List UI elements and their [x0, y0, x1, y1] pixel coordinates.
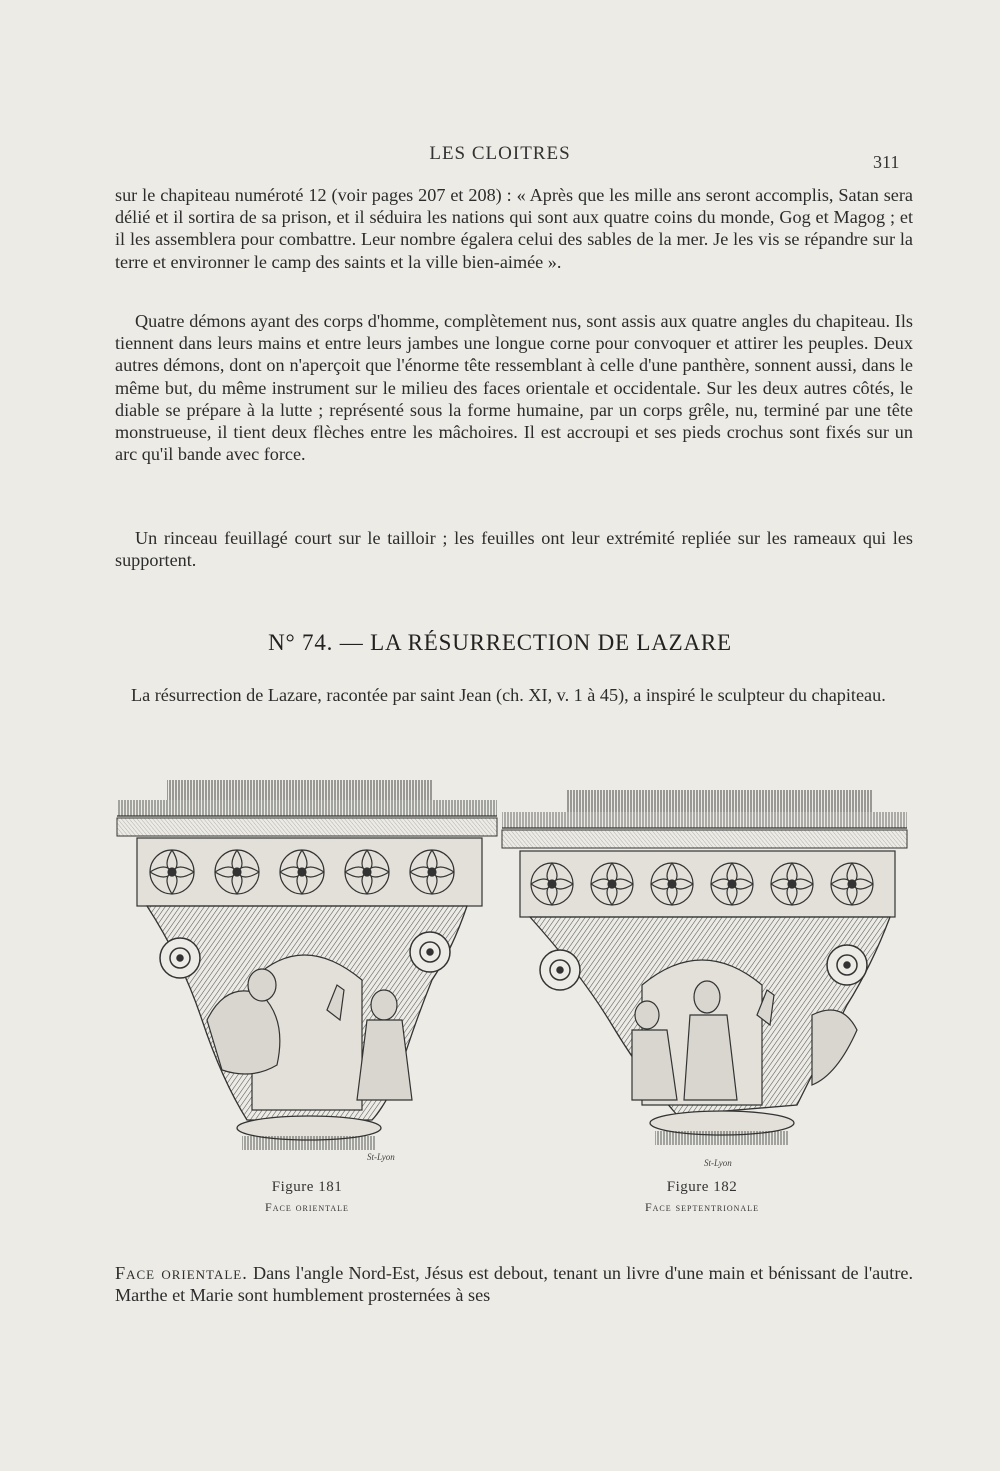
capital-engraving-east-face — [112, 780, 502, 1165]
paragraph-4 — [115, 684, 913, 706]
engraver-signature: St-Lyon — [704, 1158, 732, 1168]
capital-engraving-north-face — [492, 785, 912, 1165]
paragraph-5-text — [115, 1262, 913, 1306]
paragraph-1 — [115, 184, 913, 273]
paragraph-5-lead: Face orientale. — [115, 1263, 248, 1283]
paragraph-3 — [115, 527, 913, 571]
engraver-signature: St-Lyon — [367, 1152, 395, 1162]
paragraph-2-text: Quatre démons ayant des corps d'homme, complètement nus, sont assis aux quatre angles du chapiteau. Ils tiennent dans leurs mains et entre leurs jambes une longue corne pour convoquer et attirer les peuples. Deux autres démons, dont on n'aperçoit que l'énorme tête ressemblant à celle d'une panthère, sonnent aussi, dans le même but, du même instrument sur le milieu des faces orientale et occidentale. Sur les deux autres côtés, le diable se prépare à la lutte ; représenté sous la forme humaine, par un corps grêle, nu, terminé par une tête monstrueuse, il tient deux flèches entre les mâchoires. Il est accroupi et ses pieds crochus sont fixés sur un arc qu'il bande avec force. — [115, 311, 913, 465]
running-title: LES CLOITRES — [429, 143, 571, 164]
paragraph-4-text: La résurrection de Lazare, racontée par saint Jean (ch. XI, v. 1 à 45), a inspiré le sculpteur du chapiteau. — [131, 685, 886, 705]
figure-subcaption: Face septentrionale — [644, 1200, 759, 1214]
paragraph-5-body: Dans l'angle Nord-Est, Jésus est debout, tenant un livre d'une main et bénissant de l'autre. Marthe et Marie sont humblement prosternées à ses — [115, 1263, 913, 1306]
paragraph-2 — [115, 310, 913, 465]
paragraph-5 — [115, 1262, 913, 1306]
figure-caption: Figure 182 — [666, 1179, 738, 1195]
paragraph-3-text: Un rinceau feuillagé court sur le tailloir ; les feuilles ont leur extrémité repliée sur les rameaux qui les supportent. — [115, 528, 913, 571]
figure-caption: Figure 181 — [271, 1179, 343, 1195]
paragraph-1-text: sur le chapiteau numéroté 12 (voir pages 207 et 208) : « Après que les mille ans seront accomplis, Satan sera délié et il sortira de sa prison, et il séduira les nations qui sont aux quatre coins du monde, Gog et Magog ; et il les assemblera pour combattre. Leur nombre égalera celui des sables de la mer. Je les vis se répandre sur la terre et environner le camp des saints et la ville bien-aimée ». — [115, 185, 913, 272]
figure-182 — [492, 785, 912, 1215]
page-number: 311 — [873, 152, 900, 172]
section-title: N° 74. — LA RÉSURRECTION DE LAZARE — [268, 630, 732, 655]
figure-subcaption: Face orientale — [265, 1200, 349, 1214]
figure-181 — [112, 780, 502, 1215]
